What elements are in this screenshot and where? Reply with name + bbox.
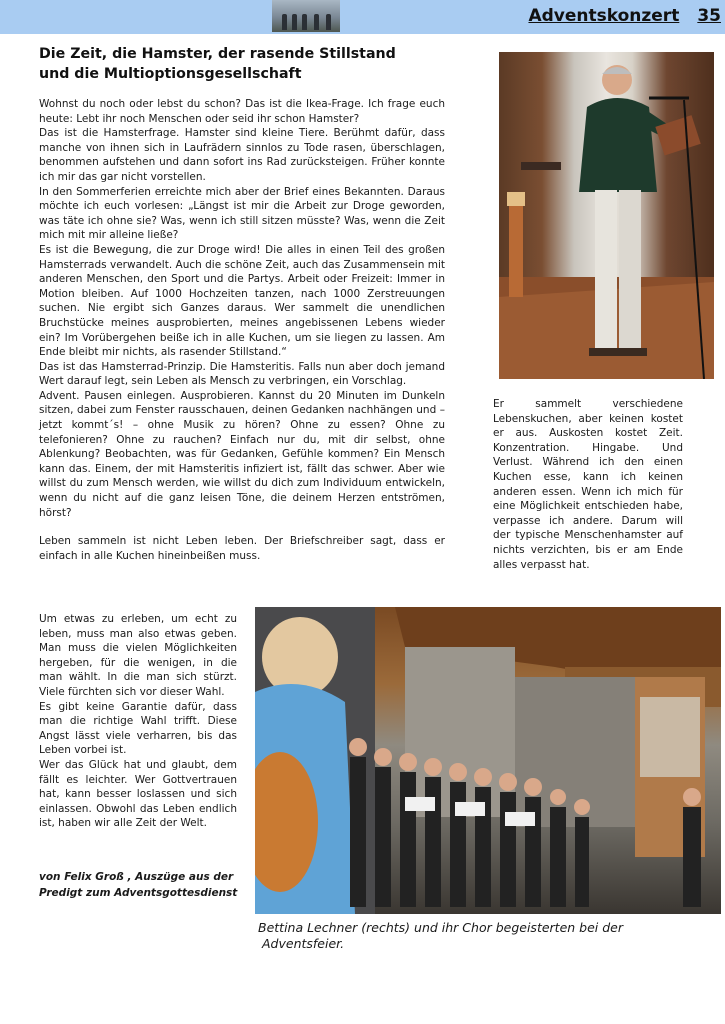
speaker-photo	[499, 52, 714, 379]
left-column-text	[39, 612, 237, 831]
paragraph: Advent. Pausen einlegen. Ausprobieren. Kannst du 20 Minuten im Dunkeln sitzen, dabei zum Fenster rausschauen, deinen Gedanken nachhängen und –jetzt kommt´s! – ohne Musik zu hören? Ohne zu essen? Ohne zu telefonieren? Ohne zu rauchen? Einfach nur du, mit dir selbst, ohne Ablenkung? Beobachten, was für Gedanken, Gefühle kommen? Ein Mensch kann das. Einem, der mit Hamsteritis infiziert ist, fällt das schwer. Aber wie willst du zum Mensch werden, wie willst du dich zum Individuum entwickeln, wenn du nicht auf die ganz leisen Töne, die deinem Herzen entströmen, hörst?	[39, 389, 445, 519]
article-body	[39, 97, 445, 563]
right-column-text	[493, 397, 683, 572]
header-thumbnail-photo	[272, 0, 340, 32]
choir-photo	[255, 607, 721, 914]
paragraph: Wohnst du noch oder lebst du schon? Das ist die Ikea-Frage. Ich frage euch heute: Lebt ihr noch Menschen oder seid ihr schon Hamster?	[39, 98, 445, 125]
header-title	[528, 6, 721, 26]
speaker-photo-illustration	[499, 52, 714, 379]
paragraph: Das ist die Hamsterfrage. Hamster sind kleine Tiere. Berühmt dafür, dass manche von ihnen sich in Laufrädern sinnlos zu Tode rasen, überschlagen, benommen aufstehen und dann sofort ins Rad zurücksteigen. Früher konnte ich mir das gar nicht vorstellen.	[39, 127, 445, 183]
caption-line2: Adventsfeier.	[262, 935, 345, 951]
section-title: Adventskonzert	[528, 6, 680, 26]
paragraph: Er sammelt verschiedene Lebenskuchen, aber keinen kostet er aus. Auskosten kostet Zeit. Konzentration. Hingabe. Und Verlust. Während ich den einen Kuchen esse, kann ich keinen anderen essen. Wenn ich mich für eine Möglichkeit entschieden habe, verpasse ich andere. Darum will der typische Menschenhamster auf nichts verzichten, bis er am Ende alles verpasst hat.	[493, 398, 683, 571]
paragraph: Es ist die Bewegung, die zur Droge wird! Die alles in einen Teil des großen Hamsterrads verwandelt. Auch die schöne Zeit, auch das Zusammensein mit anderen Menschen, den Sport und die Partys. Arbeit oder Freizeit: Immer in Motion bleiben. Auf 1000 Hochzeiten tanzen, nach 1000 Zerstreuungen suchen. Nie ergibt sich Ganzes daraus. Wer sammelt die unendlichen Bruchstücke meines ausprobierten, meines angebissenen Lebens wieder ein? Im Vorübergehen beiße ich in alle Kuchen, um sie liegen zu lassen. Am Ende bleibt mir nichts, als rasender Stillstand.“	[39, 243, 445, 359]
choir-photo-caption	[258, 920, 638, 951]
caption-line1: Bettina Lechner (rechts) und ihr Chor begeisterten bei der	[258, 920, 623, 935]
paragraph: Es gibt keine Garantie dafür, dass man die richtige Wahl trifft. Diese Angst lässt viele verharren, bis das Leben vorbei ist.	[39, 700, 237, 757]
paragraph: Leben sammeln ist nicht Leben leben. Der Briefschreiber sagt, dass er einfach in alle Kuchen hineinbeißen muss.	[39, 535, 445, 562]
author-credit: von Felix Groß , Auszüge aus der Predigt zum Adventsgottesdienst	[39, 871, 238, 899]
article-title-line2: und die Multioptionsgesellschaft	[39, 66, 302, 82]
page-number: 35	[697, 6, 721, 26]
paragraph: Das ist das Hamsterrad-Prinzip. Die Hamsteritis. Falls nun aber doch jemand Wert darauf legt, sein Leben als Mensch zu verbringen, ein Vorschlag.	[39, 360, 445, 388]
article-title-line1: Die Zeit, die Hamster, der rasende Stillstand	[39, 46, 396, 62]
paragraph: Um etwas zu erleben, um echt zu leben, muss man also etwas geben. Man muss die vielen Möglichkeiten hergeben, für die wenigen, in die man wählt. In die man sich stürzt. Viele fürchten sich vor dieser Wahl.	[39, 613, 237, 698]
choir-photo-illustration	[255, 607, 721, 914]
article-title	[39, 44, 459, 84]
paragraph: Wer das Glück hat und glaubt, dem fällt es leichter. Wer Gottvertrauen hat, kann besser loslassen und sich einlassen. Obwohl das Leben endlich ist, haben wir alle Zeit der Welt.	[39, 758, 237, 830]
paragraph: In den Sommerferien erreichte mich aber der Brief eines Bekannten. Daraus möchte ich euch vorlesen: „Längst ist mir die Arbeit zur Droge geworden, was täte ich ohne sie? Was, wenn ich still sitzen müsste? Was, wenn die Zeit mich mit mir alleine ließe?	[39, 185, 445, 242]
